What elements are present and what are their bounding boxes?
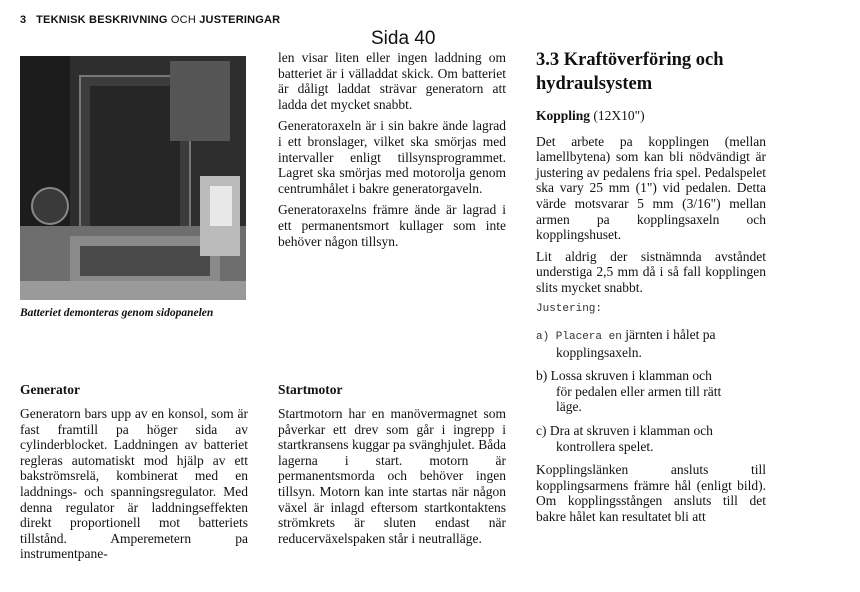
section-title-line2: hydraulsystem <box>536 74 653 94</box>
step-a-text: järnten i hålet pa <box>625 326 716 342</box>
generator-heading: Generator <box>20 382 80 397</box>
section-title-line1: 3.3 Kraftöverföring och <box>536 50 724 70</box>
page-label: Sida 40 <box>371 28 436 49</box>
header-title-a: TEKNISK BESKRIVNING <box>36 14 168 26</box>
page-header <box>20 14 280 26</box>
paragraph: Generatorn bars upp av en konsol, som är fast framtill pa höger sida av cylinderblocket. Laddningen av batteriet regleras automatiskt mod hjälp av ett bakströmsrelä, kombinerat med en laddnings- och spanningsregulator. Med denna regulator är laddningseffekten direkt proportionell mot batteriets tillstånd. Amperemetern pa instrumentpane- <box>20 406 248 562</box>
header-title-b: JUSTERINGAR <box>199 14 281 26</box>
paragraph: Lit aldrig der sistnämnda avståndet understiga 2,5 mm då i så fall kopplingen slits mycket snabbt. <box>536 248 766 295</box>
startmotor-text <box>278 406 506 552</box>
paragraph: Det arbete pa kopplingen (mellan lamellbytena) som kan bli nödvändigt är justering av pedalens fria spel. Pedalspelet ska vary 25 mm (1") vid pedalen. Detta värde motsvarar 5 mm (3/16") mellan armen pa kopplingsaxeln och kopplingshuset. <box>536 133 766 243</box>
battery-photo <box>20 56 246 300</box>
step-a <box>536 327 766 361</box>
header-title-och: OCH <box>170 14 196 26</box>
step-c-line2: kontrollera spelet. <box>556 438 654 454</box>
paragraph: Generatoraxelns främre ände är lagrad i ett permanentsmort kullager som inte behöver någon tillsyn. <box>278 202 506 249</box>
step-a-label: a) Placera en <box>536 330 622 343</box>
koppling-size: (12X10") <box>593 108 645 123</box>
section-number: 3 <box>20 14 27 26</box>
step-b-line2: för pedalen eller armen till rätt <box>556 383 722 399</box>
paragraph: Startmotorn har en manövermagnet som påverkar ett drev som går i ingrepp i startkransens kuggar pa svänghjulet. Båda lagerna i start. motorn är permanentsmorda och behöver ingen tillsyn. Motorn kan inte startas när någon växel är inlagd eftersom startkontaktens strömkrets är sluten endast när reducerväxelspaken står i neutralläge. <box>278 406 506 546</box>
step-c-line1: c) Dra at skruven i klamman och <box>536 422 713 438</box>
step-a-cont: kopplingsaxeln. <box>556 344 642 360</box>
section-title <box>536 48 766 96</box>
paragraph: len visar liten eller ingen laddning om batteriet är i välladdat skick. Om batteriet är dåligt laddat strävar generatorn att ladda det mycket snabbt. <box>278 50 506 112</box>
column-2-top <box>278 50 506 255</box>
battery-photo-illustration <box>20 56 246 300</box>
step-c <box>536 423 766 454</box>
justering-label: Justering: <box>536 302 603 315</box>
section-3-3 <box>536 48 766 530</box>
photo-caption: Batteriet demonteras genom sidopanelen <box>20 307 214 319</box>
step-b-line1: b) Lossa skruven i klamman och <box>536 368 712 384</box>
generator-text <box>20 406 248 568</box>
paragraph: Kopplingslänken ansluts till kopplingsarmens främre hål (enligt bild). Om kopplingsstången ansluts till det bakre hålet kan resultatet bli att <box>536 462 766 524</box>
step-b <box>536 368 766 415</box>
step-b-line3: läge. <box>556 399 582 415</box>
paragraph: Generatoraxeln är i sin bakre ände lagrad i ett bronslager, vilket ska smörjas med intervaller enligt tillsynsprogrammet. Lagret ska smörjas med motorolja genom centrumhålet i bakre generatorgaveln. <box>278 118 506 196</box>
startmotor-heading: Startmotor <box>278 382 343 397</box>
koppling-subheading <box>536 108 766 124</box>
koppling-label: Koppling <box>536 108 591 123</box>
